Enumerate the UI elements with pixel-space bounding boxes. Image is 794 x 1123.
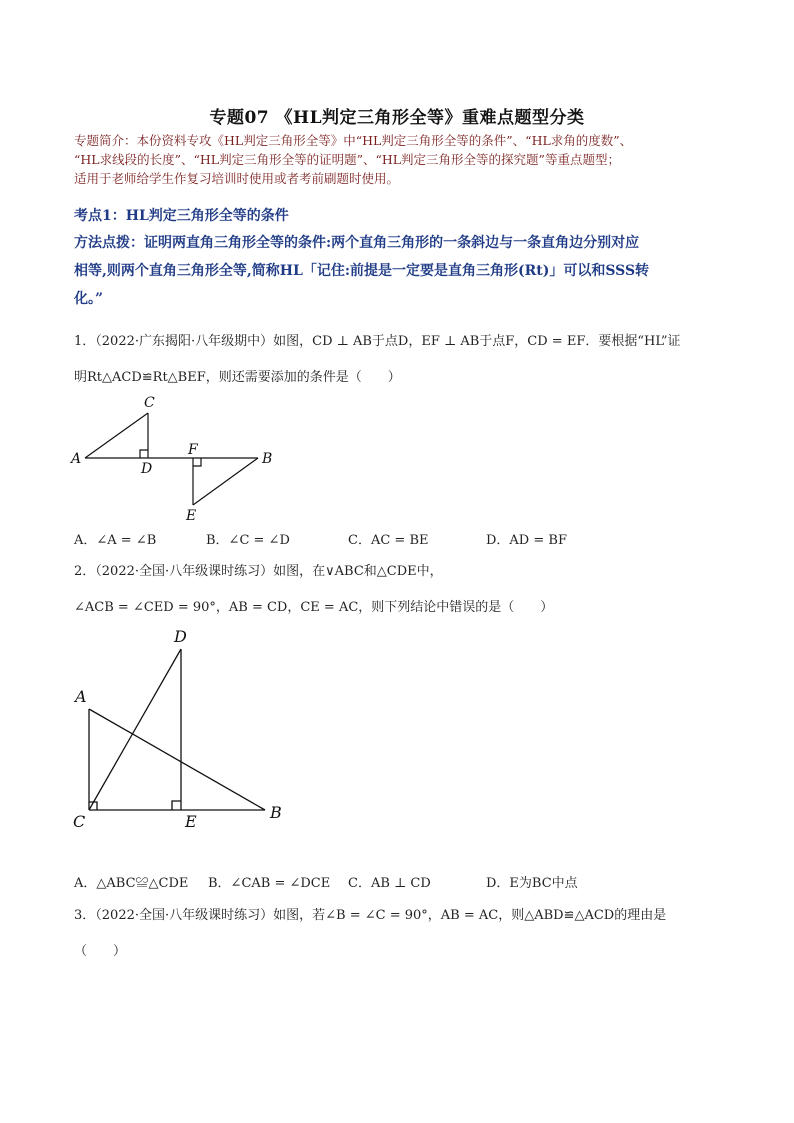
q1-label-e: E <box>186 508 197 524</box>
intro-line-3: 适用于老师给学生作复习培训时使用或者考前刷题时使用。 <box>74 171 400 186</box>
q1-right-angle-f <box>193 458 201 466</box>
q2-label-a: A <box>75 687 87 706</box>
intro-line-2: “HL求线段的长度”、“HL判定三角形全等的证明题”、“HL判定三角形全等的探究题”等重点题型； <box>74 152 620 167</box>
section-heading: 考点1：HL判定三角形全等的条件 <box>74 208 289 224</box>
q2-label-b: B <box>270 803 282 822</box>
q1-label-c: C <box>144 395 155 411</box>
page-title: 专题07 《HL判定三角形全等》重难点题型分类 <box>209 108 585 128</box>
q1-label-d: D <box>141 461 153 477</box>
q1-label-f: F <box>188 442 198 458</box>
q1-label-a: A <box>71 451 82 467</box>
q2-option-d[interactable]: D．E为BC中点 <box>486 876 578 891</box>
q2-option-c[interactable]: C．AB ⊥ CD <box>348 876 431 891</box>
q1-option-a[interactable]: A．∠A = ∠B <box>74 533 157 548</box>
intro-line-1: 专题简介：本份资料专攻《HL判定三角形全等》中“HL判定三角形全等的条件”、“HL求角的度数”、 <box>74 133 633 148</box>
q2-option-b[interactable]: B．∠CAB = ∠DCE <box>208 876 331 891</box>
q2-segment-ab <box>89 709 265 810</box>
q1-label-b: B <box>262 451 273 467</box>
q1-stem-line-1: 1．（2022·广东揭阳·八年级期中）如图，CD ⊥ AB于点D，EF ⊥ AB于点F，CD = EF．要根据“HL”证 <box>74 334 681 349</box>
q2-right-angle-e <box>172 801 181 810</box>
q2-label-e: E <box>185 812 197 831</box>
q2-label-c: C <box>73 812 86 831</box>
q2-label-d: D <box>174 627 187 646</box>
q1-segment-eb <box>193 458 258 505</box>
q1-option-b[interactable]: B．∠C = ∠D <box>206 533 290 548</box>
q1-option-c[interactable]: C．AC = BE <box>348 533 429 548</box>
q2-stem-line-1: 2．（2022·全国·八年级课时练习）如图，在∨ABC和△CDE中， <box>74 564 443 579</box>
q2-option-a[interactable]: A．△ABC≌△CDE <box>74 876 189 891</box>
method-line-2: 相等,则两个直角三角形全等,简称HL「记住:前提是一定要是直角三角形(Rt)」可以和SSS转 <box>74 263 650 279</box>
q1-segment-ac <box>85 413 148 458</box>
q3-stem-line-1: 3．（2022·全国·八年级课时练习）如图，若∠B = ∠C = 90°，AB = AC，则△ABD≌△ACD的理由是 <box>74 908 667 923</box>
q1-option-d[interactable]: D．AD = BF <box>486 533 567 548</box>
q1-stem-line-2: 明Rt△ACD≌Rt△BEF，则还需要添加的条件是（ ） <box>74 370 401 385</box>
method-line-3: 化。” <box>74 291 104 307</box>
q1-right-angle-d <box>140 450 148 458</box>
q2-right-angle-c <box>89 802 97 810</box>
q2-segment-cd <box>89 649 181 810</box>
q3-stem-line-2: （ ） <box>74 944 127 959</box>
q2-stem-line-2: ∠ACB = ∠CED = 90°，AB = CD，CE = AC，则下列结论中错误的是（ ） <box>74 600 554 615</box>
method-line-1: 方法点拨：证明两直角三角形全等的条件:两个直角三角形的一条斜边与一条直角边分别对应 <box>74 235 640 251</box>
